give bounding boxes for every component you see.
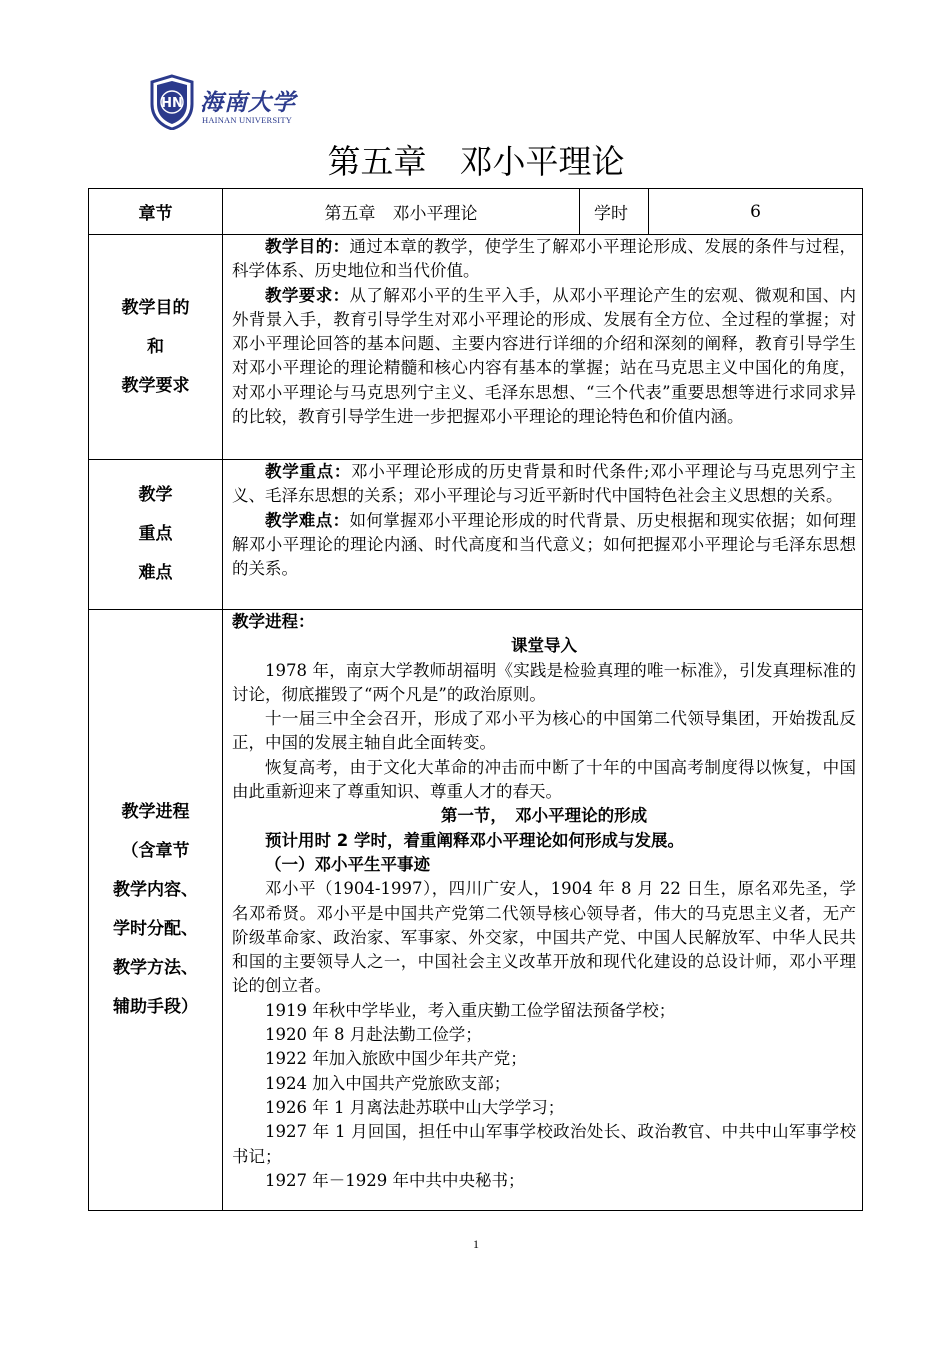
bio-paragraph: 邓小平（1904-1997），四川广安人，1904 年 8 月 22 日生，原名邓先圣，学名邓希贤。邓小平是中国共产党第二代领导核心领导者，伟大的马克思主义者，无产阶级革命家、政治家、军事家、外交家，中国共产党、中国人民解放军、中华人民共和国的主要领导人之一，中国社会主义改革开放和现代化建设的总设计师，邓小平理论的创立者。 — [232, 879, 856, 996]
difficulties-paragraph — [232, 509, 856, 582]
requirements-paragraph — [232, 284, 856, 430]
intro-paragraph: 1978 年，南京大学教师胡福明《实践是检验真理的唯一标准》，引发真理标准的讨论，彻底摧毁了“两个凡是”的政治原则。 — [232, 660, 856, 704]
keypoints-label — [89, 460, 223, 610]
section-heading: 第一节， 邓小平理论的形成 — [440, 806, 648, 826]
label-line: 教学 — [138, 485, 173, 505]
objectives-text: 通过本章的教学，使学生了解邓小平理论形成、发展的条件与过程，科学体系、历史地位和当代价值。 — [232, 237, 857, 281]
logo-chinese-name: 海南大学 — [200, 89, 296, 116]
label-line: 教学方法、 — [113, 958, 198, 978]
keypoints-row — [89, 460, 863, 610]
label-line: （含章节 — [121, 841, 190, 861]
timeline-item: 1927 年－1929 年中共中央秘书； — [265, 1170, 525, 1190]
sub-heading: （一）邓小平生平事迹 — [265, 854, 430, 874]
timeline-item: 1922 年加入旅欧中国少年共产党； — [265, 1049, 527, 1069]
objectives-bold: 教学目的： — [265, 237, 350, 256]
lesson-plan-table — [88, 188, 863, 1211]
chapter-value: 第五章 邓小平理论 — [223, 189, 580, 235]
timeline-item: 1927 年 1 月回国，担任中山军事学校政治处长、政治教官、中共中山军事学校书记； — [232, 1122, 856, 1166]
label-line: 教学进程 — [121, 802, 190, 822]
objectives-label — [89, 235, 223, 460]
keypoints-paragraph — [232, 460, 856, 509]
university-emblem-icon — [150, 74, 194, 130]
label-line: 难点 — [138, 563, 173, 583]
timeline-item: 1924 加入中国共产党旅欧支部； — [265, 1073, 511, 1093]
label-line: 和 — [147, 336, 164, 357]
logo-english-name: HAINAN UNIVERSITY — [202, 115, 293, 125]
objectives-content — [223, 235, 863, 460]
objectives-row — [89, 235, 863, 460]
objectives-paragraph — [232, 235, 856, 284]
label-line: 辅助手段） — [113, 997, 198, 1017]
hours-value: 6 — [649, 189, 863, 235]
requirements-text: 从了解邓小平的生平入手，从邓小平理论产生的宏观、微观和国、内外背景入手，教育引导学生对邓小平理论的形成、发展有全方位、全过程的掌握；对邓小平理论回答的基本问题、主要内容进行详细的介绍和深刻的阐释，教育引导学生对邓小平理论的理论精髓和核心内容有基本的掌握；站在马克思主义中国化的角度，对邓小平理论与马克思列宁主义、毛泽东思想、“三个代表”重要思想等进行求同求异的比较，教育引导学生进一步把握邓小平理论的理论特色和价值内涵。 — [232, 285, 857, 427]
keypoints-bold: 教学重点： — [265, 462, 352, 481]
timeline-item: 1919 年秋中学毕业，考入重庆勤工俭学留法预备学校； — [265, 1000, 676, 1020]
process-label — [89, 610, 223, 1211]
intro-heading: 课堂导入 — [511, 636, 577, 656]
header-row — [89, 189, 863, 235]
label-line: 教学要求 — [121, 375, 190, 396]
process-heading: 教学进程： — [232, 612, 315, 631]
page-title: 第五章 邓小平理论 — [327, 142, 625, 181]
time-note: 预计用时 2 学时，着重阐释邓小平理论如何形成与发展。 — [265, 830, 684, 850]
page-number: 1 — [473, 1237, 479, 1251]
label-line: 教学目的 — [121, 297, 190, 318]
label-line: 重点 — [138, 524, 173, 544]
timeline-item: 1920 年 8 月赴法勤工俭学； — [265, 1025, 482, 1045]
hours-label: 学时 — [580, 189, 649, 235]
label-line: 学时分配、 — [113, 919, 198, 939]
keypoints-content — [223, 460, 863, 610]
label-line: 教学内容、 — [113, 880, 198, 900]
svg-text:HN: HN — [161, 96, 183, 111]
chapter-label: 章节 — [89, 189, 223, 235]
keypoints-text: 邓小平理论形成的历史背景和时代条件;邓小平理论与马克思列宁主义、毛泽东思想的关系；邓小平理论与习近平新时代中国特色社会主义思想的关系。 — [232, 462, 856, 506]
hainan-university-logo — [150, 72, 320, 132]
intro-paragraph: 十一届三中全会召开，形成了邓小平为核心的中国第二代领导集团，开始拨乱反正，中国的发展主轴自此全面转变。 — [232, 709, 856, 753]
timeline-item: 1926 年 1 月离法赴苏联中山大学学习； — [265, 1097, 565, 1117]
requirements-bold: 教学要求： — [265, 285, 350, 305]
difficulties-bold: 教学难点： — [265, 510, 350, 530]
difficulties-text: 如何掌握邓小平理论形成的时代背景、历史根据和现实依据；如何理解邓小平理论的理论内涵、时代高度和当代意义；如何把握邓小平理论与毛泽东思想的关系。 — [232, 510, 857, 579]
process-row — [89, 610, 863, 1211]
intro-paragraph: 恢复高考，由于文化大革命的冲击而中断了十年的中国高考制度得以恢复，中国由此重新迎来了尊重知识、尊重人才的春天。 — [232, 757, 856, 802]
process-content — [223, 610, 863, 1211]
